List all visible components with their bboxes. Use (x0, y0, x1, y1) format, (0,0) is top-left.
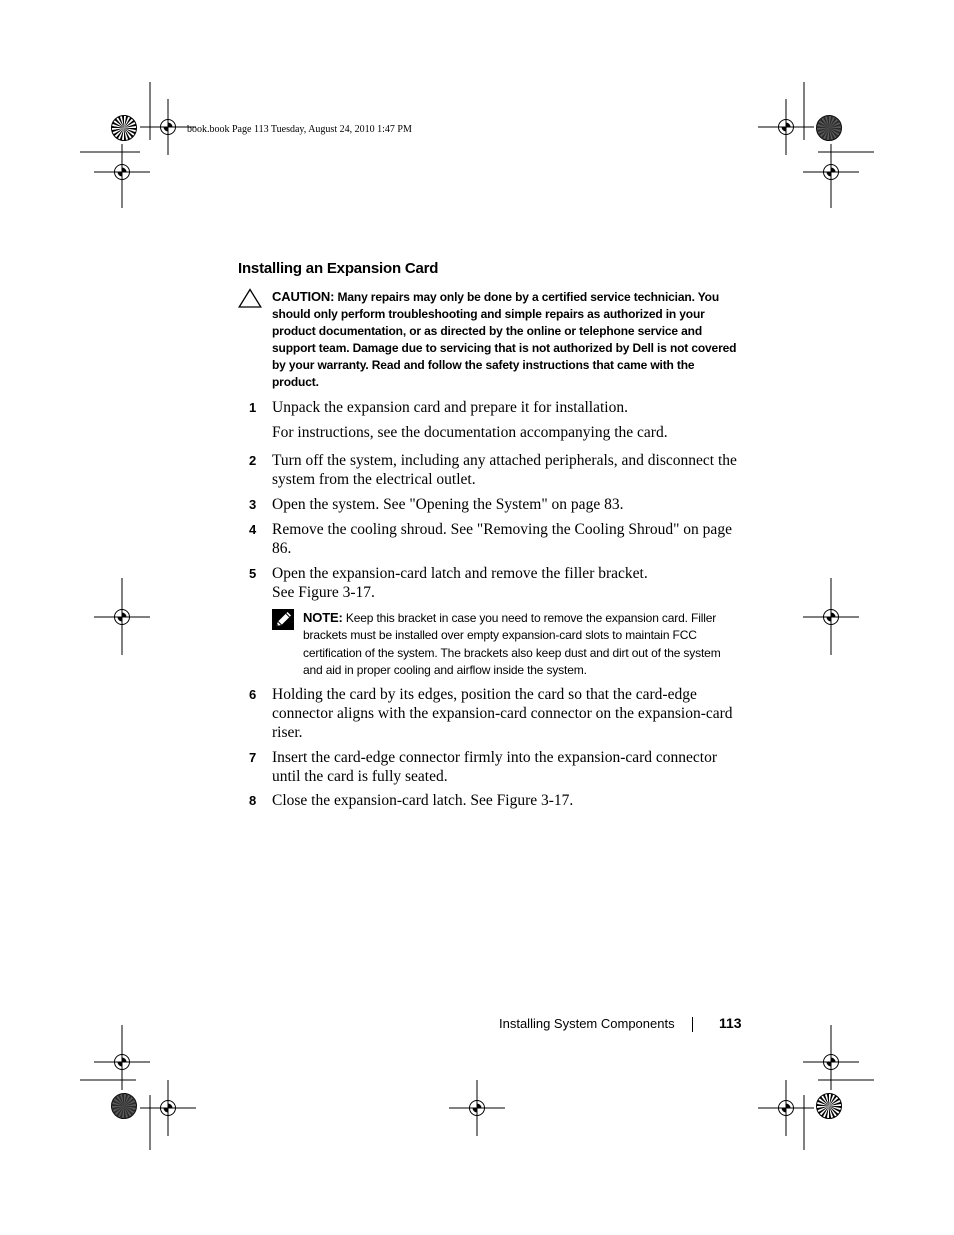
step-number: 5 (249, 566, 257, 581)
note-pencil-icon (272, 609, 294, 630)
registration-target (140, 1080, 196, 1136)
print-header-stamp: book.book Page 113 Tuesday, August 24, 2010 1:47 PM (187, 124, 412, 135)
step-number: 1 (249, 400, 257, 415)
footer-divider (692, 1017, 693, 1032)
note-text (303, 609, 743, 679)
registration-target (803, 1034, 859, 1090)
step-text: Open the system. See "Opening the System" on page 83. (272, 496, 624, 513)
step-text: Turn off the system, including any attached peripherals, and disconnect the system from the electrical outlet. (272, 452, 737, 488)
step-1-subtext: For instructions, see the documentation accompanying the card. (272, 424, 668, 441)
registration-target (758, 99, 814, 155)
color-registration-wheel (112, 116, 137, 141)
figure-reference: See Figure 3-17. (272, 584, 375, 601)
footer-section-title: Installing System Components (499, 1016, 675, 1031)
step-text (272, 564, 738, 602)
color-registration-wheel (112, 1094, 137, 1119)
caution-label: CAUTION: (272, 289, 335, 304)
step-5-line-1: Open the expansion-card latch and remove the filler bracket. (272, 565, 648, 582)
step-text: Insert the card-edge connector firmly into the expansion-card connector until the card is fully seated. (272, 749, 718, 785)
registration-target (449, 1080, 505, 1136)
caution-text (272, 288, 738, 391)
step-text: Unpack the expansion card and prepare it for installation. (272, 399, 628, 416)
step-text: Remove the cooling shroud. See "Removing the Cooling Shroud" on page 86. (272, 521, 732, 557)
step-number: 7 (249, 750, 257, 765)
caution-body: Many repairs may only be done by a certified service technician. You should only perform troubleshooting and simple repairs as authorized in your product documentation, or as directed by the online or telephone service and support team. Damage due to servicing that is not authorized by Dell is not covered by your warranty. Read and follow the safety instructions that came with the product. (272, 290, 737, 389)
step-text: Close the expansion-card latch. See Figure 3-17. (272, 792, 574, 809)
color-registration-wheel (817, 116, 842, 141)
step-number: 6 (249, 687, 257, 702)
page-number: 113 (719, 1015, 742, 1031)
color-registration-wheel (817, 1094, 842, 1119)
step-number: 3 (249, 497, 257, 512)
note-body: Keep this bracket in case you need to remove the expansion card. Filler brackets must be installed over empty expansion-card slots to maintain FCC certification of the system. The brackets also keep dust and dirt out of the system and aid in proper cooling and airflow inside the system. (303, 611, 721, 677)
registration-target (758, 1080, 814, 1136)
step-number: 8 (249, 793, 257, 808)
step-number: 2 (249, 453, 257, 468)
step-number: 4 (249, 522, 257, 537)
section-title: Installing an Expansion Card (238, 260, 439, 277)
registration-target (94, 1034, 150, 1090)
caution-triangle-icon (238, 288, 262, 308)
step-text: Holding the card by its edges, position the card so that the card-edge connector aligns with the expansion-card connector on the expansion-card riser. (272, 686, 733, 741)
note-label: NOTE: (303, 610, 343, 625)
